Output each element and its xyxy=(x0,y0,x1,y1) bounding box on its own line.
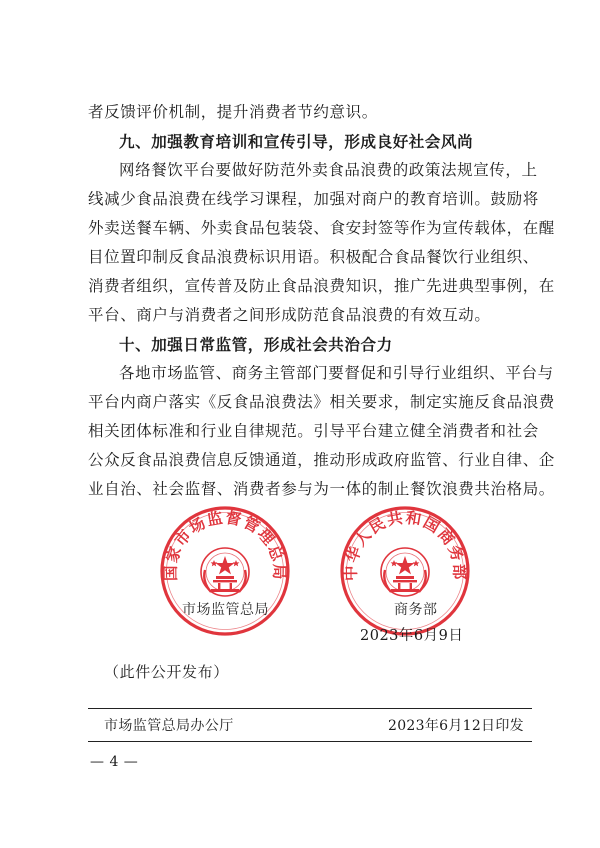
section-heading-10 xyxy=(88,330,532,359)
text-line: 者反馈评价机制，提升消费者节约意识。 xyxy=(88,103,378,121)
text-line: 平台内商户落实《反食品浪费法》相关要求，制定实施反食品浪费 xyxy=(88,393,555,411)
signature-mofcom: 商务部 xyxy=(394,602,438,618)
paragraph-section-9 xyxy=(88,156,555,330)
national-emblem-icon xyxy=(381,548,429,596)
text-line: 消费者组织，宣传普及防止食品浪费知识，推广先进典型事例，在 xyxy=(88,277,555,295)
footer-issuing-office: 市场监管总局办公厅 xyxy=(104,718,234,734)
paragraph-section-10 xyxy=(88,359,555,504)
seal-mofcom-ring-text: 中华人民共和国商务部 xyxy=(340,507,470,582)
section-heading-9 xyxy=(88,127,532,156)
footer-rule-top xyxy=(88,708,532,709)
text-line: 平台、商户与消费者之间形成防范食品浪费的有效互动。 xyxy=(88,306,491,324)
text-line: 相关团体标准和行业自律规范。引导平台建立健全消费者和社会 xyxy=(88,422,539,440)
text-line: 目位置印制反食品浪费标识用语。积极配合食品餐饮行业组织、 xyxy=(88,248,539,266)
text-line: 各地市场监管、商务主管部门要督促和引导行业组织、平台与 xyxy=(119,364,554,382)
signing-date: 2023年6月9日 xyxy=(360,628,464,644)
heading-line: 十、加强日常监管，形成社会共治合力 xyxy=(119,335,393,354)
text-line: 外卖送餐车辆、外卖食品包装袋、食安封签等作为宣传载体，在醒 xyxy=(88,219,555,237)
national-emblem-icon xyxy=(201,548,249,596)
text-line: 业自治、社会监督、消费者参与为一体的制止餐饮浪费共治格局。 xyxy=(88,480,555,498)
footer-rule-bottom xyxy=(88,741,532,742)
footer-print-date: 2023年6月12日印发 xyxy=(388,718,524,734)
page-number: — 4 — xyxy=(90,754,139,770)
text-line: 线减少食品浪费在线学习课程，加强对商户的教育培训。鼓励将 xyxy=(88,190,539,208)
text-line: 公众反食品浪费信息反馈通道，推动形成政府监管、行业自律、企 xyxy=(88,451,555,469)
signature-samr: 市场监管总局 xyxy=(182,602,269,618)
paragraph-1 xyxy=(88,98,532,127)
document-body xyxy=(88,98,555,504)
text-line: 网络餐饮平台要做好防范外卖食品浪费的政策法规宣传，上 xyxy=(119,161,538,179)
seal-samr-ring-text: 国家市场监督管理总局 xyxy=(160,507,290,582)
publish-note: （此件公开发布） xyxy=(104,663,229,681)
heading-line: 九、加强教育培训和宣传引导，形成良好社会风尚 xyxy=(119,132,474,151)
